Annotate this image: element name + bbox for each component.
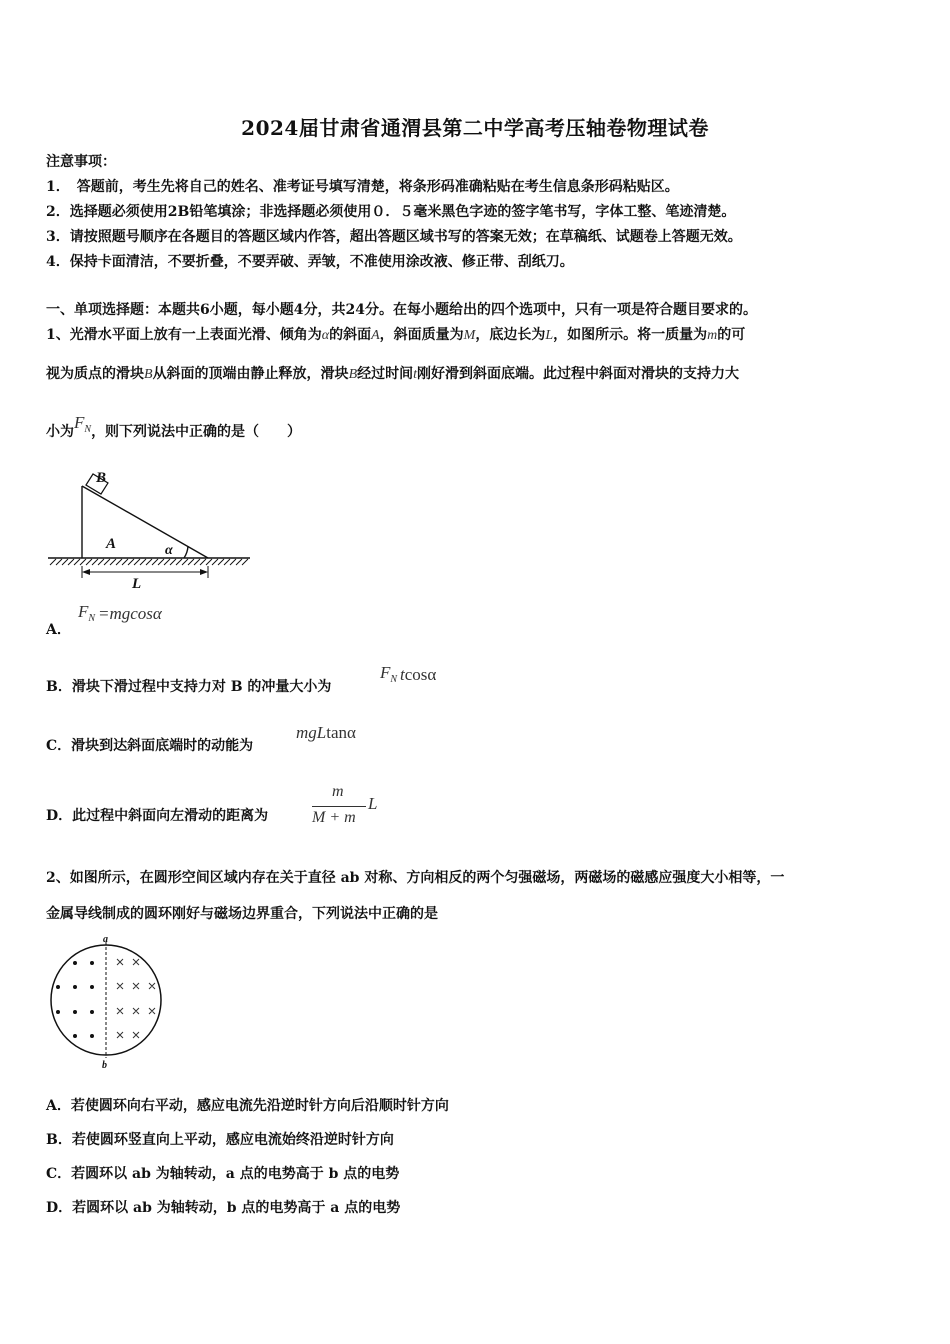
q2-line-2: 金属导线制成的圆环刚好与磁场边界重合，下列说法中正确的是	[46, 906, 438, 922]
label-A: A	[106, 536, 117, 552]
q2-magnetic-field-figure	[44, 932, 170, 1072]
notice-heading: 注意事项：	[46, 154, 116, 170]
section-heading: 一、单项选择题：本题共6小题，每小题4分，共24分。在每小题给出的四个选项中，只有一项是符合题目要求的。	[46, 302, 757, 318]
q2-line-1: 2、如图所示，在圆形空间区域内存在关于直径 ab 对称、方向相反的两个匀强磁场，两磁场的磁感应强度大小相等，一	[46, 870, 785, 886]
q2-option-a: A．若使圆环向右平动，感应电流先沿逆时针方向后沿顺时针方向	[46, 1098, 449, 1114]
notice-item-1: 1． 答题前，考生先将自己的姓名、准考证号填写清楚，将条形码准确粘贴在考生信息条形码粘贴区。	[46, 179, 679, 195]
cross-field	[117, 959, 155, 1038]
q1-incline-figure	[44, 466, 254, 592]
q1-line-1: 1、光滑水平面上放有一上表面光滑、倾角为α的斜面A，斜面质量为M，底边长为L，如图所示。将一质量为m的可	[46, 327, 746, 343]
label-a: a	[103, 934, 108, 945]
q1-line-2: 视为质点的滑块B从斜面的顶端由静止释放，滑块B经过时间t刚好滑到斜面底端。此过程中斜面对滑块的支持力大	[46, 366, 740, 382]
q2-option-c: C．若圆环以 ab 为轴转动，a 点的电势高于 b 点的电势	[46, 1166, 400, 1182]
dot-field	[56, 961, 94, 1038]
label-b: b	[102, 1060, 107, 1071]
notice-item-4: 4．保持卡面清洁，不要折叠，不要弄破、弄皱，不准使用涂改液、修正带、刮纸刀。	[46, 254, 574, 270]
label-alpha: α	[165, 543, 173, 558]
label-B: B	[96, 470, 107, 486]
q1-line-3: 小为$F_N$，则下列说法中正确的是（ ）	[46, 413, 302, 440]
q2-option-b: B．若使圆环竖直向上平动，感应电流始终沿逆时针方向	[46, 1132, 394, 1148]
notice-item-2: 2．选择题必须使用2B铅笔填涂；非选择题必须使用０．５毫米黑色字迹的签字笔书写，字体工整、笔迹清楚。	[46, 204, 736, 220]
q2-option-d: D．若圆环以 ab 为轴转动，b 点的电势高于 a 点的电势	[46, 1200, 401, 1216]
notice-item-3: 3．请按照题号顺序在各题目的答题区域内作答，超出答题区域书写的答案无效；在草稿纸、试题卷上答题无效。	[46, 229, 742, 245]
label-L: L	[132, 576, 142, 592]
page-title: 2024届甘肃省通渭县第二中学高考压轴卷物理试卷	[241, 116, 709, 140]
